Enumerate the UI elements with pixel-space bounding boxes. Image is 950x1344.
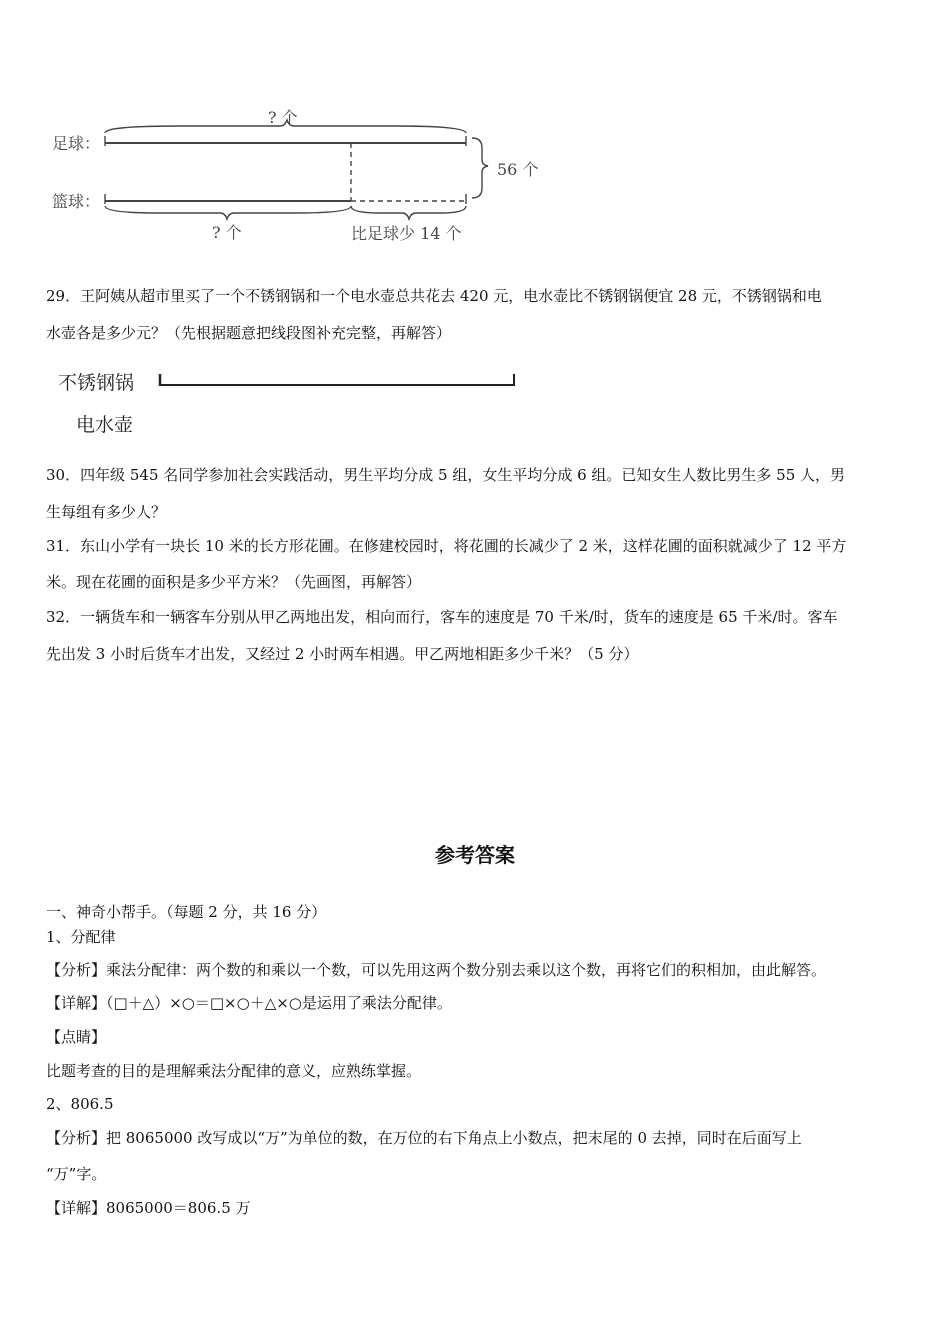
question-32-line2: 先出发 3 小时后货车才出发，又经过 2 小时两车相遇。甲乙两地相距多少千米？（5 分）: [46, 645, 639, 663]
question-29-line2: 水壶各是多少元？（先根据题意把线段图补充完整，再解答）: [46, 324, 452, 342]
question-30-line1: 30．四年级 545 名同学参加社会实践活动，男生平均分成 5 组，女生平均分成 6 组。已知女生人数比男生多 55 人，男: [46, 466, 846, 484]
diagram1-lines: [0, 0, 560, 260]
answer-1-head: 1、分配律: [46, 928, 116, 946]
label-kettle: 电水壶: [76, 414, 134, 436]
answer-2-analysis-line1: 【分析】把 8065000 改写成以“万”为单位的数，在万位的右下角点上小数点，把末尾的 0 去掉，同时在后面写上: [46, 1129, 802, 1147]
answer-1-point: 【点睛】: [46, 1028, 107, 1046]
label-football: 足球：: [52, 134, 101, 153]
answers-title: 参考答案: [435, 843, 515, 867]
answers-section-1: 一、神奇小帮手。（每题 2 分，共 16 分）: [46, 903, 327, 921]
question-bottom: ? 个: [212, 223, 242, 242]
pot-segment: [150, 360, 530, 400]
question-30-line2: 生每组有多少人？: [46, 503, 167, 521]
label-basketball: 篮球：: [52, 192, 101, 211]
question-32-line1: 32．一辆货车和一辆客车分别从甲乙两地出发，相向而行，客车的速度是 70 千米/时，货车的速度是 65 千米/时。客车: [46, 608, 838, 626]
answer-1-point-text: 比题考查的目的是理解乘法分配律的意义，应熟练掌握。: [46, 1062, 422, 1080]
answer-2-analysis-line2: “万”字。: [46, 1165, 107, 1183]
answer-2-detail: 【详解】8065000＝806.5 万: [46, 1199, 251, 1217]
question-31-line1: 31．东山小学有一块长 10 米的长方形花圃。在修建校园时，将花圃的长减少了 2 米，这样花圃的面积就减少了 12 平方: [46, 537, 847, 555]
question-31-line2: 米。现在花圃的面积是多少平方米？（先画图，再解答）: [46, 573, 422, 591]
question-top: ? 个: [268, 108, 298, 127]
answer-1-detail: 【详解】（□＋△）×○＝□×○＋△×○是运用了乘法分配律。: [46, 994, 452, 1012]
answer-2-head: 2、806.5: [46, 1095, 114, 1113]
less-note: 比足球少 14 个: [351, 224, 462, 243]
label-pot: 不锈钢锅: [58, 372, 135, 394]
question-29-line1: 29．王阿姨从超市里买了一个不锈钢锅和一个电水壶总共花去 420 元，电水壶比不锈钢锅便宜 28 元，不锈钢锅和电: [46, 287, 822, 305]
total-label: 56 个: [497, 160, 539, 179]
answer-1-analysis: 【分析】乘法分配律：两个数的和乘以一个数，可以先用这两个数分别去乘以这个数，再将它们的积相加，由此解答。: [46, 961, 827, 979]
